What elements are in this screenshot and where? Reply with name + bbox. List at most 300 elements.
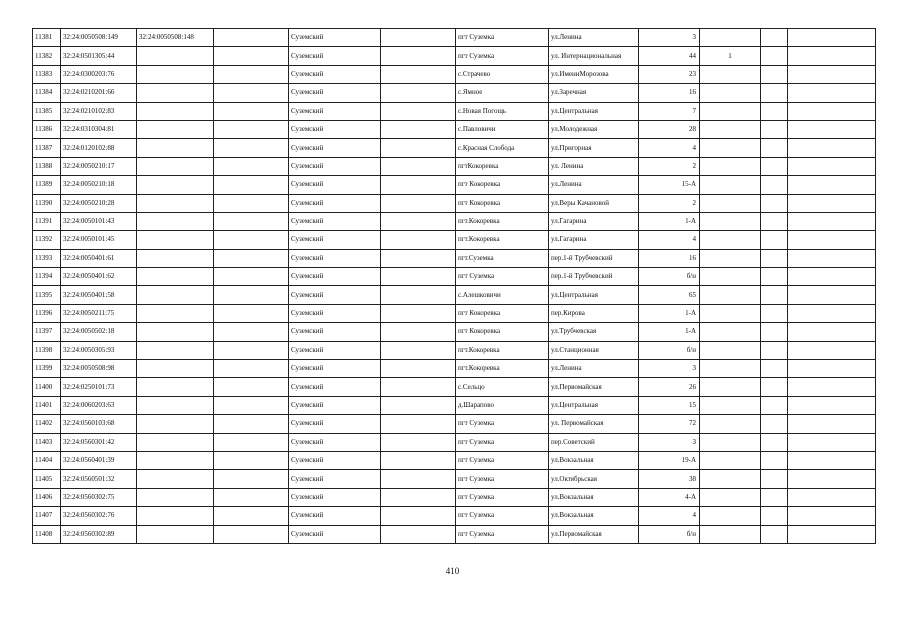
parent-cadastral-cell: 32:24:0050508:148 — [137, 29, 214, 47]
empty-cell — [788, 507, 876, 525]
table-row — [33, 176, 876, 194]
row-number-cell: 11382 — [33, 47, 61, 65]
empty-cell — [214, 29, 289, 47]
house-number-cell: 65 — [639, 286, 700, 304]
parent-cadastral-cell — [137, 194, 214, 212]
street-cell: ул. Ленина — [549, 157, 639, 175]
empty-cell — [761, 525, 788, 543]
parent-cadastral-cell — [137, 341, 214, 359]
district-cell: Суземский — [289, 29, 381, 47]
street-cell: ул.Первомайская — [549, 378, 639, 396]
district-cell: Суземский — [289, 507, 381, 525]
empty-cell — [761, 212, 788, 230]
row-number-cell: 11397 — [33, 323, 61, 341]
cadastral-number-cell: 32:24:0050101:45 — [61, 231, 137, 249]
empty-cell — [214, 120, 289, 138]
empty-cell — [788, 176, 876, 194]
row-number-cell: 11387 — [33, 139, 61, 157]
settlement-cell: пгт Суземка — [456, 470, 549, 488]
parent-cadastral-cell — [137, 396, 214, 414]
empty-cell — [761, 286, 788, 304]
extra-value-cell — [700, 29, 761, 47]
house-number-cell: б/н — [639, 525, 700, 543]
cadastral-number-cell: 32:24:0560302:76 — [61, 507, 137, 525]
street-cell: ул.Центральная — [549, 396, 639, 414]
parent-cadastral-cell — [137, 488, 214, 506]
district-cell: Суземский — [289, 47, 381, 65]
street-cell: ул.ИмениМорозова — [549, 65, 639, 83]
empty-cell — [788, 29, 876, 47]
district-cell: Суземский — [289, 249, 381, 267]
cadastral-number-cell: 32:24:0050101:43 — [61, 212, 137, 230]
street-cell: ул.Пригорная — [549, 139, 639, 157]
empty-cell — [761, 84, 788, 102]
parent-cadastral-cell — [137, 286, 214, 304]
empty-cell — [761, 433, 788, 451]
house-number-cell: 1-А — [639, 212, 700, 230]
empty-cell — [214, 47, 289, 65]
empty-cell — [381, 176, 456, 194]
cadastral-number-cell: 32:24:0060203:63 — [61, 396, 137, 414]
district-cell: Суземский — [289, 433, 381, 451]
house-number-cell: 3 — [639, 433, 700, 451]
street-cell: ул. Интернациональная — [549, 47, 639, 65]
extra-value-cell — [700, 507, 761, 525]
settlement-cell: пгт Кокоревка — [456, 176, 549, 194]
empty-cell — [788, 488, 876, 506]
house-number-cell: 26 — [639, 378, 700, 396]
parent-cadastral-cell — [137, 157, 214, 175]
extra-value-cell — [700, 396, 761, 414]
row-number-cell: 11400 — [33, 378, 61, 396]
empty-cell — [788, 139, 876, 157]
house-number-cell: 2 — [639, 157, 700, 175]
cadastral-number-cell: 32:24:0210102:83 — [61, 102, 137, 120]
district-cell: Суземский — [289, 415, 381, 433]
settlement-cell: пгт.Кокоревка — [456, 360, 549, 378]
empty-cell — [214, 139, 289, 157]
empty-cell — [214, 249, 289, 267]
table-row — [33, 378, 876, 396]
district-cell: Суземский — [289, 268, 381, 286]
empty-cell — [761, 176, 788, 194]
table-row — [33, 451, 876, 469]
row-number-cell: 11404 — [33, 451, 61, 469]
extra-value-cell — [700, 268, 761, 286]
empty-cell — [761, 65, 788, 83]
street-cell: ул.Молодежная — [549, 120, 639, 138]
street-cell: ул.Гагарина — [549, 231, 639, 249]
empty-cell — [214, 323, 289, 341]
row-number-cell: 11390 — [33, 194, 61, 212]
district-cell: Суземский — [289, 212, 381, 230]
empty-cell — [761, 157, 788, 175]
empty-cell — [788, 433, 876, 451]
district-cell: Суземский — [289, 323, 381, 341]
empty-cell — [381, 231, 456, 249]
row-number-cell: 11398 — [33, 341, 61, 359]
empty-cell — [381, 65, 456, 83]
house-number-cell: 3 — [639, 360, 700, 378]
empty-cell — [381, 341, 456, 359]
extra-value-cell — [700, 120, 761, 138]
row-number-cell: 11385 — [33, 102, 61, 120]
extra-value-cell: 1 — [700, 47, 761, 65]
settlement-cell: пгт Суземка — [456, 488, 549, 506]
empty-cell — [214, 304, 289, 322]
street-cell: ул.Вокзальная — [549, 507, 639, 525]
empty-cell — [381, 304, 456, 322]
empty-cell — [761, 488, 788, 506]
parent-cadastral-cell — [137, 102, 214, 120]
empty-cell — [214, 231, 289, 249]
row-number-cell: 11395 — [33, 286, 61, 304]
empty-cell — [788, 84, 876, 102]
extra-value-cell — [700, 433, 761, 451]
district-cell: Суземский — [289, 176, 381, 194]
cadastral-number-cell: 32:24:0560401:39 — [61, 451, 137, 469]
settlement-cell: пгт Суземка — [456, 525, 549, 543]
settlement-cell: пгт.Кокоревка — [456, 231, 549, 249]
empty-cell — [214, 396, 289, 414]
empty-cell — [761, 268, 788, 286]
parent-cadastral-cell — [137, 360, 214, 378]
parent-cadastral-cell — [137, 268, 214, 286]
table-row — [33, 323, 876, 341]
extra-value-cell — [700, 157, 761, 175]
row-number-cell: 11406 — [33, 488, 61, 506]
district-cell: Суземский — [289, 470, 381, 488]
street-cell: ул.Центральная — [549, 102, 639, 120]
empty-cell — [381, 268, 456, 286]
table-row — [33, 341, 876, 359]
extra-value-cell — [700, 323, 761, 341]
house-number-cell: 38 — [639, 470, 700, 488]
cadastral-number-cell: 32:24:0050401:61 — [61, 249, 137, 267]
extra-value-cell — [700, 231, 761, 249]
house-number-cell: 44 — [639, 47, 700, 65]
empty-cell — [381, 525, 456, 543]
empty-cell — [788, 231, 876, 249]
house-number-cell: 15-А — [639, 176, 700, 194]
table-row — [33, 507, 876, 525]
parent-cadastral-cell — [137, 378, 214, 396]
district-cell: Суземский — [289, 286, 381, 304]
street-cell: ул.Центральная — [549, 286, 639, 304]
table-row — [33, 396, 876, 414]
empty-cell — [788, 378, 876, 396]
street-cell: ул. Первомайская — [549, 415, 639, 433]
empty-cell — [214, 451, 289, 469]
parent-cadastral-cell — [137, 304, 214, 322]
settlement-cell: пгт Суземка — [456, 507, 549, 525]
house-number-cell: 23 — [639, 65, 700, 83]
register-body — [33, 29, 876, 544]
settlement-cell: пгт.Суземка — [456, 249, 549, 267]
empty-cell — [788, 102, 876, 120]
empty-cell — [214, 341, 289, 359]
cadastral-number-cell: 32:24:0050401:62 — [61, 268, 137, 286]
house-number-cell: 1-А — [639, 323, 700, 341]
street-cell: пер.Советский — [549, 433, 639, 451]
district-cell: Суземский — [289, 488, 381, 506]
table-row — [33, 304, 876, 322]
empty-cell — [788, 65, 876, 83]
empty-cell — [381, 249, 456, 267]
parent-cadastral-cell — [137, 507, 214, 525]
district-cell: Суземский — [289, 120, 381, 138]
parent-cadastral-cell — [137, 176, 214, 194]
empty-cell — [214, 415, 289, 433]
settlement-cell: пгт.Кокоревка — [456, 212, 549, 230]
district-cell: Суземский — [289, 304, 381, 322]
row-number-cell: 11392 — [33, 231, 61, 249]
empty-cell — [788, 249, 876, 267]
cadastral-number-cell: 32:24:0560301:42 — [61, 433, 137, 451]
settlement-cell: пгт Суземка — [456, 268, 549, 286]
district-cell: Суземский — [289, 341, 381, 359]
extra-value-cell — [700, 176, 761, 194]
row-number-cell: 11383 — [33, 65, 61, 83]
empty-cell — [381, 212, 456, 230]
table-row — [33, 286, 876, 304]
cadastral-number-cell: 32:24:0560501:32 — [61, 470, 137, 488]
cadastral-number-cell: 32:24:0050210:28 — [61, 194, 137, 212]
empty-cell — [214, 433, 289, 451]
empty-cell — [761, 360, 788, 378]
empty-cell — [761, 102, 788, 120]
cadastral-number-cell: 32:24:0300203:76 — [61, 65, 137, 83]
empty-cell — [381, 102, 456, 120]
cadastral-number-cell: 32:24:0050305:93 — [61, 341, 137, 359]
empty-cell — [214, 286, 289, 304]
parent-cadastral-cell — [137, 231, 214, 249]
settlement-cell: с.Павловичи — [456, 120, 549, 138]
district-cell: Суземский — [289, 84, 381, 102]
row-number-cell: 11394 — [33, 268, 61, 286]
empty-cell — [214, 176, 289, 194]
row-number-cell: 11396 — [33, 304, 61, 322]
empty-cell — [761, 194, 788, 212]
empty-cell — [761, 120, 788, 138]
settlement-cell: пгт Суземка — [456, 451, 549, 469]
house-number-cell: 2 — [639, 194, 700, 212]
table-row — [33, 212, 876, 230]
extra-value-cell — [700, 102, 761, 120]
table-row — [33, 47, 876, 65]
settlement-cell: пгт Суземка — [456, 29, 549, 47]
empty-cell — [381, 396, 456, 414]
table-row — [33, 470, 876, 488]
cadastral-number-cell: 32:24:0050508:149 — [61, 29, 137, 47]
empty-cell — [381, 120, 456, 138]
street-cell: пер.1-й Трубчевский — [549, 249, 639, 267]
empty-cell — [214, 378, 289, 396]
row-number-cell: 11381 — [33, 29, 61, 47]
house-number-cell: 16 — [639, 249, 700, 267]
table-row — [33, 139, 876, 157]
settlement-cell: с.Сельцо — [456, 378, 549, 396]
house-number-cell: 16 — [639, 84, 700, 102]
district-cell: Суземский — [289, 65, 381, 83]
street-cell: ул.Ленина — [549, 29, 639, 47]
page-number: 410 — [445, 566, 460, 576]
parent-cadastral-cell — [137, 525, 214, 543]
district-cell: Суземский — [289, 102, 381, 120]
parent-cadastral-cell — [137, 212, 214, 230]
empty-cell — [214, 360, 289, 378]
extra-value-cell — [700, 139, 761, 157]
empty-cell — [788, 47, 876, 65]
table-row — [33, 433, 876, 451]
extra-value-cell — [700, 451, 761, 469]
parent-cadastral-cell — [137, 451, 214, 469]
settlement-cell: пгт Суземка — [456, 433, 549, 451]
empty-cell — [381, 470, 456, 488]
cadastral-number-cell: 32:24:0050502:18 — [61, 323, 137, 341]
empty-cell — [381, 415, 456, 433]
cadastral-number-cell: 32:24:0120102:88 — [61, 139, 137, 157]
table-row — [33, 488, 876, 506]
row-number-cell: 11391 — [33, 212, 61, 230]
district-cell: Суземский — [289, 451, 381, 469]
street-cell: ул.Станционная — [549, 341, 639, 359]
settlement-cell: пгт Суземка — [456, 415, 549, 433]
house-number-cell: 7 — [639, 102, 700, 120]
empty-cell — [761, 470, 788, 488]
empty-cell — [788, 194, 876, 212]
house-number-cell: 4 — [639, 231, 700, 249]
cadastral-number-cell: 32:24:0050210:18 — [61, 176, 137, 194]
empty-cell — [761, 415, 788, 433]
table-row — [33, 415, 876, 433]
empty-cell — [381, 488, 456, 506]
parent-cadastral-cell — [137, 47, 214, 65]
parent-cadastral-cell — [137, 249, 214, 267]
empty-cell — [788, 323, 876, 341]
settlement-cell: пгт Суземка — [456, 47, 549, 65]
settlement-cell: пгт.Кокоревка — [456, 341, 549, 359]
parent-cadastral-cell — [137, 323, 214, 341]
cadastral-number-cell: 32:24:0210201:66 — [61, 84, 137, 102]
district-cell: Суземский — [289, 157, 381, 175]
street-cell: ул.Первомайская — [549, 525, 639, 543]
row-number-cell: 11393 — [33, 249, 61, 267]
empty-cell — [788, 360, 876, 378]
empty-cell — [761, 304, 788, 322]
street-cell: ул.Вокзальная — [549, 488, 639, 506]
empty-cell — [761, 451, 788, 469]
empty-cell — [381, 378, 456, 396]
empty-cell — [381, 47, 456, 65]
row-number-cell: 11403 — [33, 433, 61, 451]
empty-cell — [761, 249, 788, 267]
street-cell: ул.Октябрьская — [549, 470, 639, 488]
house-number-cell: б/н — [639, 341, 700, 359]
row-number-cell: 11402 — [33, 415, 61, 433]
extra-value-cell — [700, 212, 761, 230]
house-number-cell: 1-А — [639, 304, 700, 322]
table-row — [33, 525, 876, 543]
empty-cell — [214, 102, 289, 120]
district-cell: Суземский — [289, 525, 381, 543]
district-cell: Суземский — [289, 360, 381, 378]
empty-cell — [381, 157, 456, 175]
street-cell: ул.Вокзальная — [549, 451, 639, 469]
extra-value-cell — [700, 65, 761, 83]
empty-cell — [761, 341, 788, 359]
extra-value-cell — [700, 525, 761, 543]
table-row — [33, 65, 876, 83]
empty-cell — [214, 268, 289, 286]
empty-cell — [381, 360, 456, 378]
parent-cadastral-cell — [137, 84, 214, 102]
extra-value-cell — [700, 286, 761, 304]
empty-cell — [381, 194, 456, 212]
house-number-cell: 4-А — [639, 488, 700, 506]
empty-cell — [788, 120, 876, 138]
table-row — [33, 268, 876, 286]
empty-cell — [788, 341, 876, 359]
empty-cell — [381, 286, 456, 304]
empty-cell — [788, 304, 876, 322]
empty-cell — [788, 268, 876, 286]
empty-cell — [788, 157, 876, 175]
extra-value-cell — [700, 194, 761, 212]
house-number-cell: 3 — [639, 29, 700, 47]
house-number-cell: 72 — [639, 415, 700, 433]
settlement-cell: с.Ямное — [456, 84, 549, 102]
settlement-cell: с.Красная Слобода — [456, 139, 549, 157]
empty-cell — [214, 470, 289, 488]
parent-cadastral-cell — [137, 65, 214, 83]
settlement-cell: пгт Кокоревка — [456, 194, 549, 212]
row-number-cell: 11408 — [33, 525, 61, 543]
empty-cell — [381, 507, 456, 525]
cadastral-number-cell: 32:24:0050401:58 — [61, 286, 137, 304]
extra-value-cell — [700, 488, 761, 506]
extra-value-cell — [700, 415, 761, 433]
cadastral-number-cell: 32:24:0250101:73 — [61, 378, 137, 396]
extra-value-cell — [700, 304, 761, 322]
extra-value-cell — [700, 360, 761, 378]
empty-cell — [761, 231, 788, 249]
row-number-cell: 11386 — [33, 120, 61, 138]
table-row — [33, 194, 876, 212]
table-row — [33, 84, 876, 102]
settlement-cell: с.Алешковичи — [456, 286, 549, 304]
row-number-cell: 11407 — [33, 507, 61, 525]
empty-cell — [788, 212, 876, 230]
row-number-cell: 11399 — [33, 360, 61, 378]
extra-value-cell — [700, 341, 761, 359]
empty-cell — [761, 507, 788, 525]
table-row — [33, 231, 876, 249]
street-cell: ул.Заречная — [549, 84, 639, 102]
table-row — [33, 102, 876, 120]
district-cell: Суземский — [289, 378, 381, 396]
extra-value-cell — [700, 378, 761, 396]
cadastral-number-cell: 32:24:0050508:98 — [61, 360, 137, 378]
cadastral-number-cell: 32:24:0560302:89 — [61, 525, 137, 543]
cadastral-number-cell: 32:24:0501305:44 — [61, 47, 137, 65]
empty-cell — [761, 47, 788, 65]
row-number-cell: 11401 — [33, 396, 61, 414]
parent-cadastral-cell — [137, 433, 214, 451]
empty-cell — [788, 525, 876, 543]
district-cell: Суземский — [289, 396, 381, 414]
table-row — [33, 249, 876, 267]
